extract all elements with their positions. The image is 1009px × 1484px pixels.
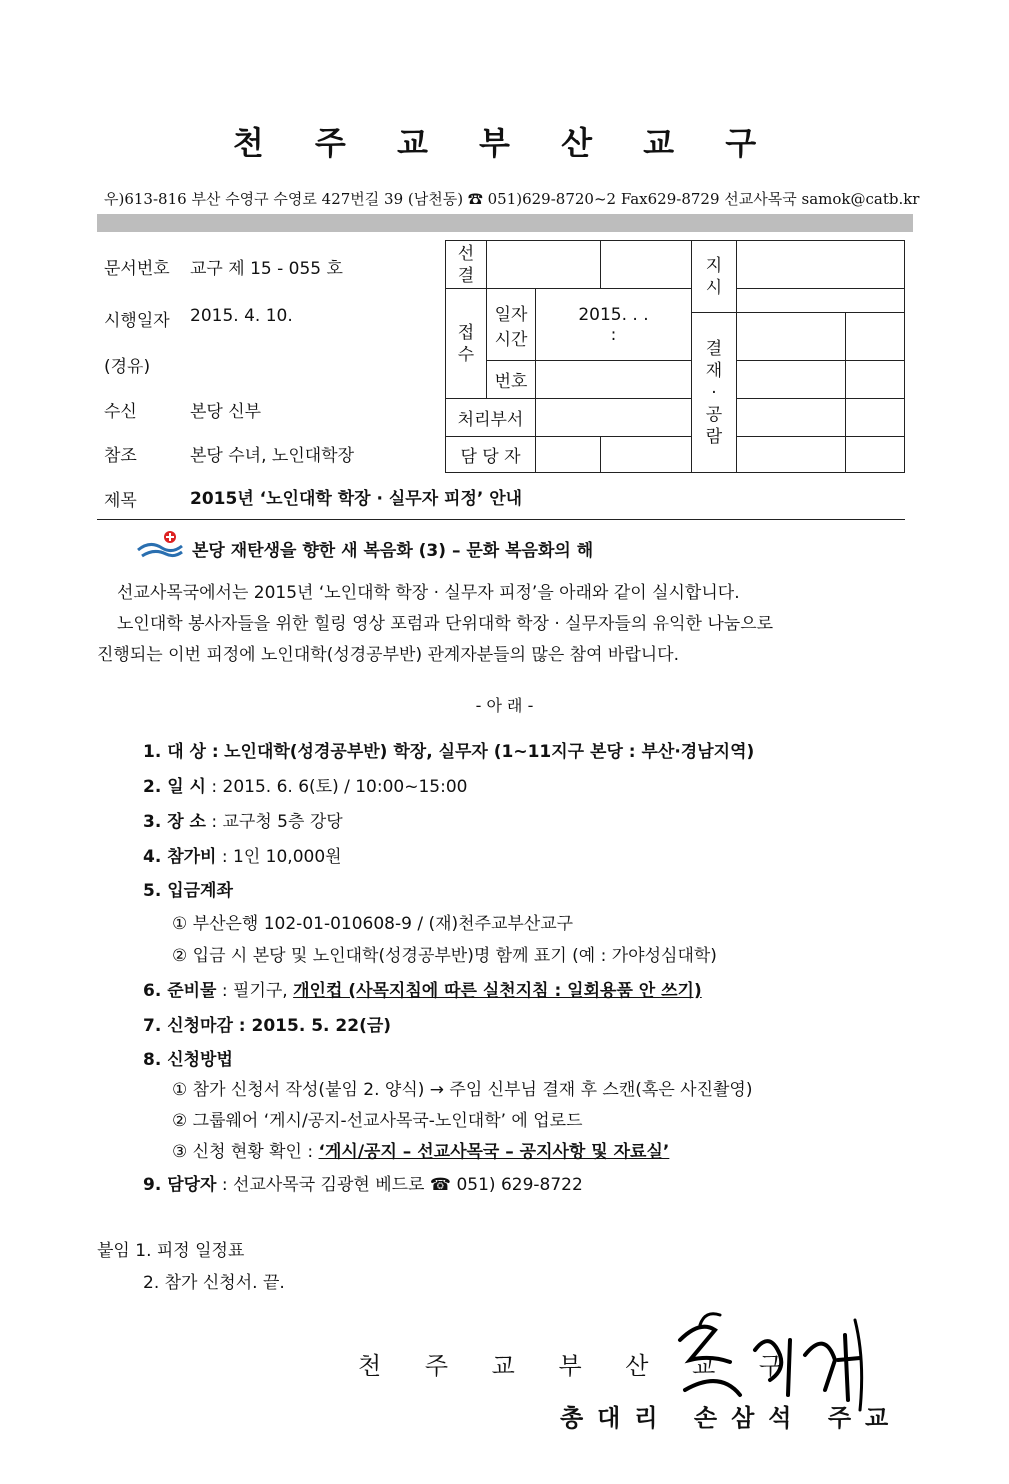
recipient-value: 본당 신부 [190,402,262,422]
address-line: 우)613-816 부산 수영구 수영로 427번길 39 (남천동) ☎ 051)629-8720~2 Fax629-8729 선교사목국 samok@catb.kr [104,190,920,208]
handwritten-signature [660,1300,890,1430]
item-8-sub-3 [172,1137,669,1162]
damdangja-label: 담 당 자 [446,437,536,473]
attachment-line-1: 붙임 1. 피정 일정표 [97,1241,245,1261]
item-5-sub-2: ② 입금 시 본당 및 노인대학(성경공부반)명 함께 표기 (예 : 가야성심대학) [172,946,717,966]
arae-heading: - 아 래 - [475,696,534,715]
item-8-sub-2: ② 그룹웨어 ‘게시/공지-선교사목국-노인대학’ 에 업로드 [172,1111,583,1131]
jisi-label: 지 시 [692,241,737,313]
item-3 [143,807,343,832]
date-label: 시행일자 [104,311,170,331]
item-1 [143,737,754,762]
item-7: 7. 신청마감 : 2015. 5. 22(금) [143,1016,392,1036]
body-paragraph-1: 선교사목국에서는 2015년 ‘노인대학 학장 · 실무자 피정’을 아래와 같이 실시합니다. [117,583,740,603]
date-value: 2015. 4. 10. [190,306,293,326]
item-6 [143,976,702,1001]
signoff-org: 천 주 교 부 산 교 구 [358,1352,801,1380]
subject-label: 제목 [104,491,137,511]
item-5-label: 5. 입금계좌 [143,881,233,901]
item-2-value: : 2015. 6. 6(토) / 10:00~15:00 [211,777,468,797]
ref-value: 본당 수녀, 노인대학장 [190,446,355,466]
subject-divider [97,519,905,520]
diocese-logo-icon [136,530,184,560]
item-2-label: 2. 일 시 [143,777,206,797]
body-paragraph-2b: 진행되는 이번 피정에 노인대학(성경공부반) 관계자분들의 많은 참여 바랍니다. [97,645,679,665]
item-8-sub-3-plain: ③ 신청 현황 확인 : [172,1142,319,1162]
item-8-sub-1: ① 참가 신청서 작성(붙임 2. 양식) → 주임 신부님 결재 후 스캔(혹은 사진촬영) [172,1080,753,1100]
body-paragraph-2a: 노인대학 봉사자들을 위한 힐링 영상 포럼과 단위대학 학장 · 실무자들의 유익한 나눔으로 [117,614,774,634]
item-2 [143,772,467,797]
item-9 [143,1170,583,1195]
item-9-value: : 선교사목국 김광현 베드로 ☎ 051) 629-8722 [221,1175,583,1195]
jeopsu-label: 접 수 [446,289,487,399]
item-4-value: : 1인 10,000원 [221,847,342,867]
gyeoljae-label: 결 재 · 공 람 [692,313,737,473]
attachment-line-2: 2. 참가 신청서. 끝. [143,1273,285,1293]
beonho-label: 번호 [487,361,536,399]
item-4 [143,842,342,867]
item-3-value: : 교구청 5층 강당 [211,812,343,832]
item-5-sub-1: ① 부산은행 102-01-010608-9 / (재)천주교부산교구 [172,914,574,934]
item-8-label: 8. 신청방법 [143,1050,233,1070]
signoff-person: 총대리 손삼석 주교 [560,1404,903,1432]
ref-label: 참조 [104,446,137,466]
subject-value: 2015년 ‘노인대학 학장 · 실무자 피정’ 안내 [190,489,523,509]
item-4-label: 4. 참가비 [143,847,217,867]
item-6-value-underline: 개인컵 (사목지침에 따른 실천지침 : 일회용품 안 쓰기) [293,981,702,1001]
ilja-label: 일자 [494,304,528,325]
header-divider [97,214,913,232]
item-6-value-plain: : 필기구, [221,981,294,1001]
item-8-sub-3-underline: ‘게시/공지 – 선교사목국 – 공지사항 및 자료실’ [318,1142,670,1162]
doc-no-label: 문서번호 [104,259,170,279]
item-6-label: 6. 준비물 [143,981,217,1001]
item-3-label: 3. 장 소 [143,812,206,832]
ilja-value: 2015. . . [578,304,649,325]
via-label: (경유) [104,357,151,377]
sigan-value: : [610,324,617,345]
cheoribuseo-label: 처리부서 [446,399,536,437]
slogan: 본당 재탄생을 향한 새 복음화 (3) – 문화 복음화의 해 [192,541,594,561]
approval-table [445,240,905,473]
doc-no-value: 교구 제 15 - 055 호 [190,259,343,279]
item-9-label: 9. 담당자 [143,1175,217,1195]
item-1-label: 1. 대 상 : [143,742,219,762]
sigan-label: 시간 [494,329,528,350]
page-title: 천 주 교 부 산 교 구 [232,124,777,162]
item-1-value: 노인대학(성경공부반) 학장, 실무자 (1~11지구 본당 : 부산·경남지역) [224,742,755,762]
seongyeol-label: 선 결 [446,241,487,289]
recipient-label: 수신 [104,402,137,422]
